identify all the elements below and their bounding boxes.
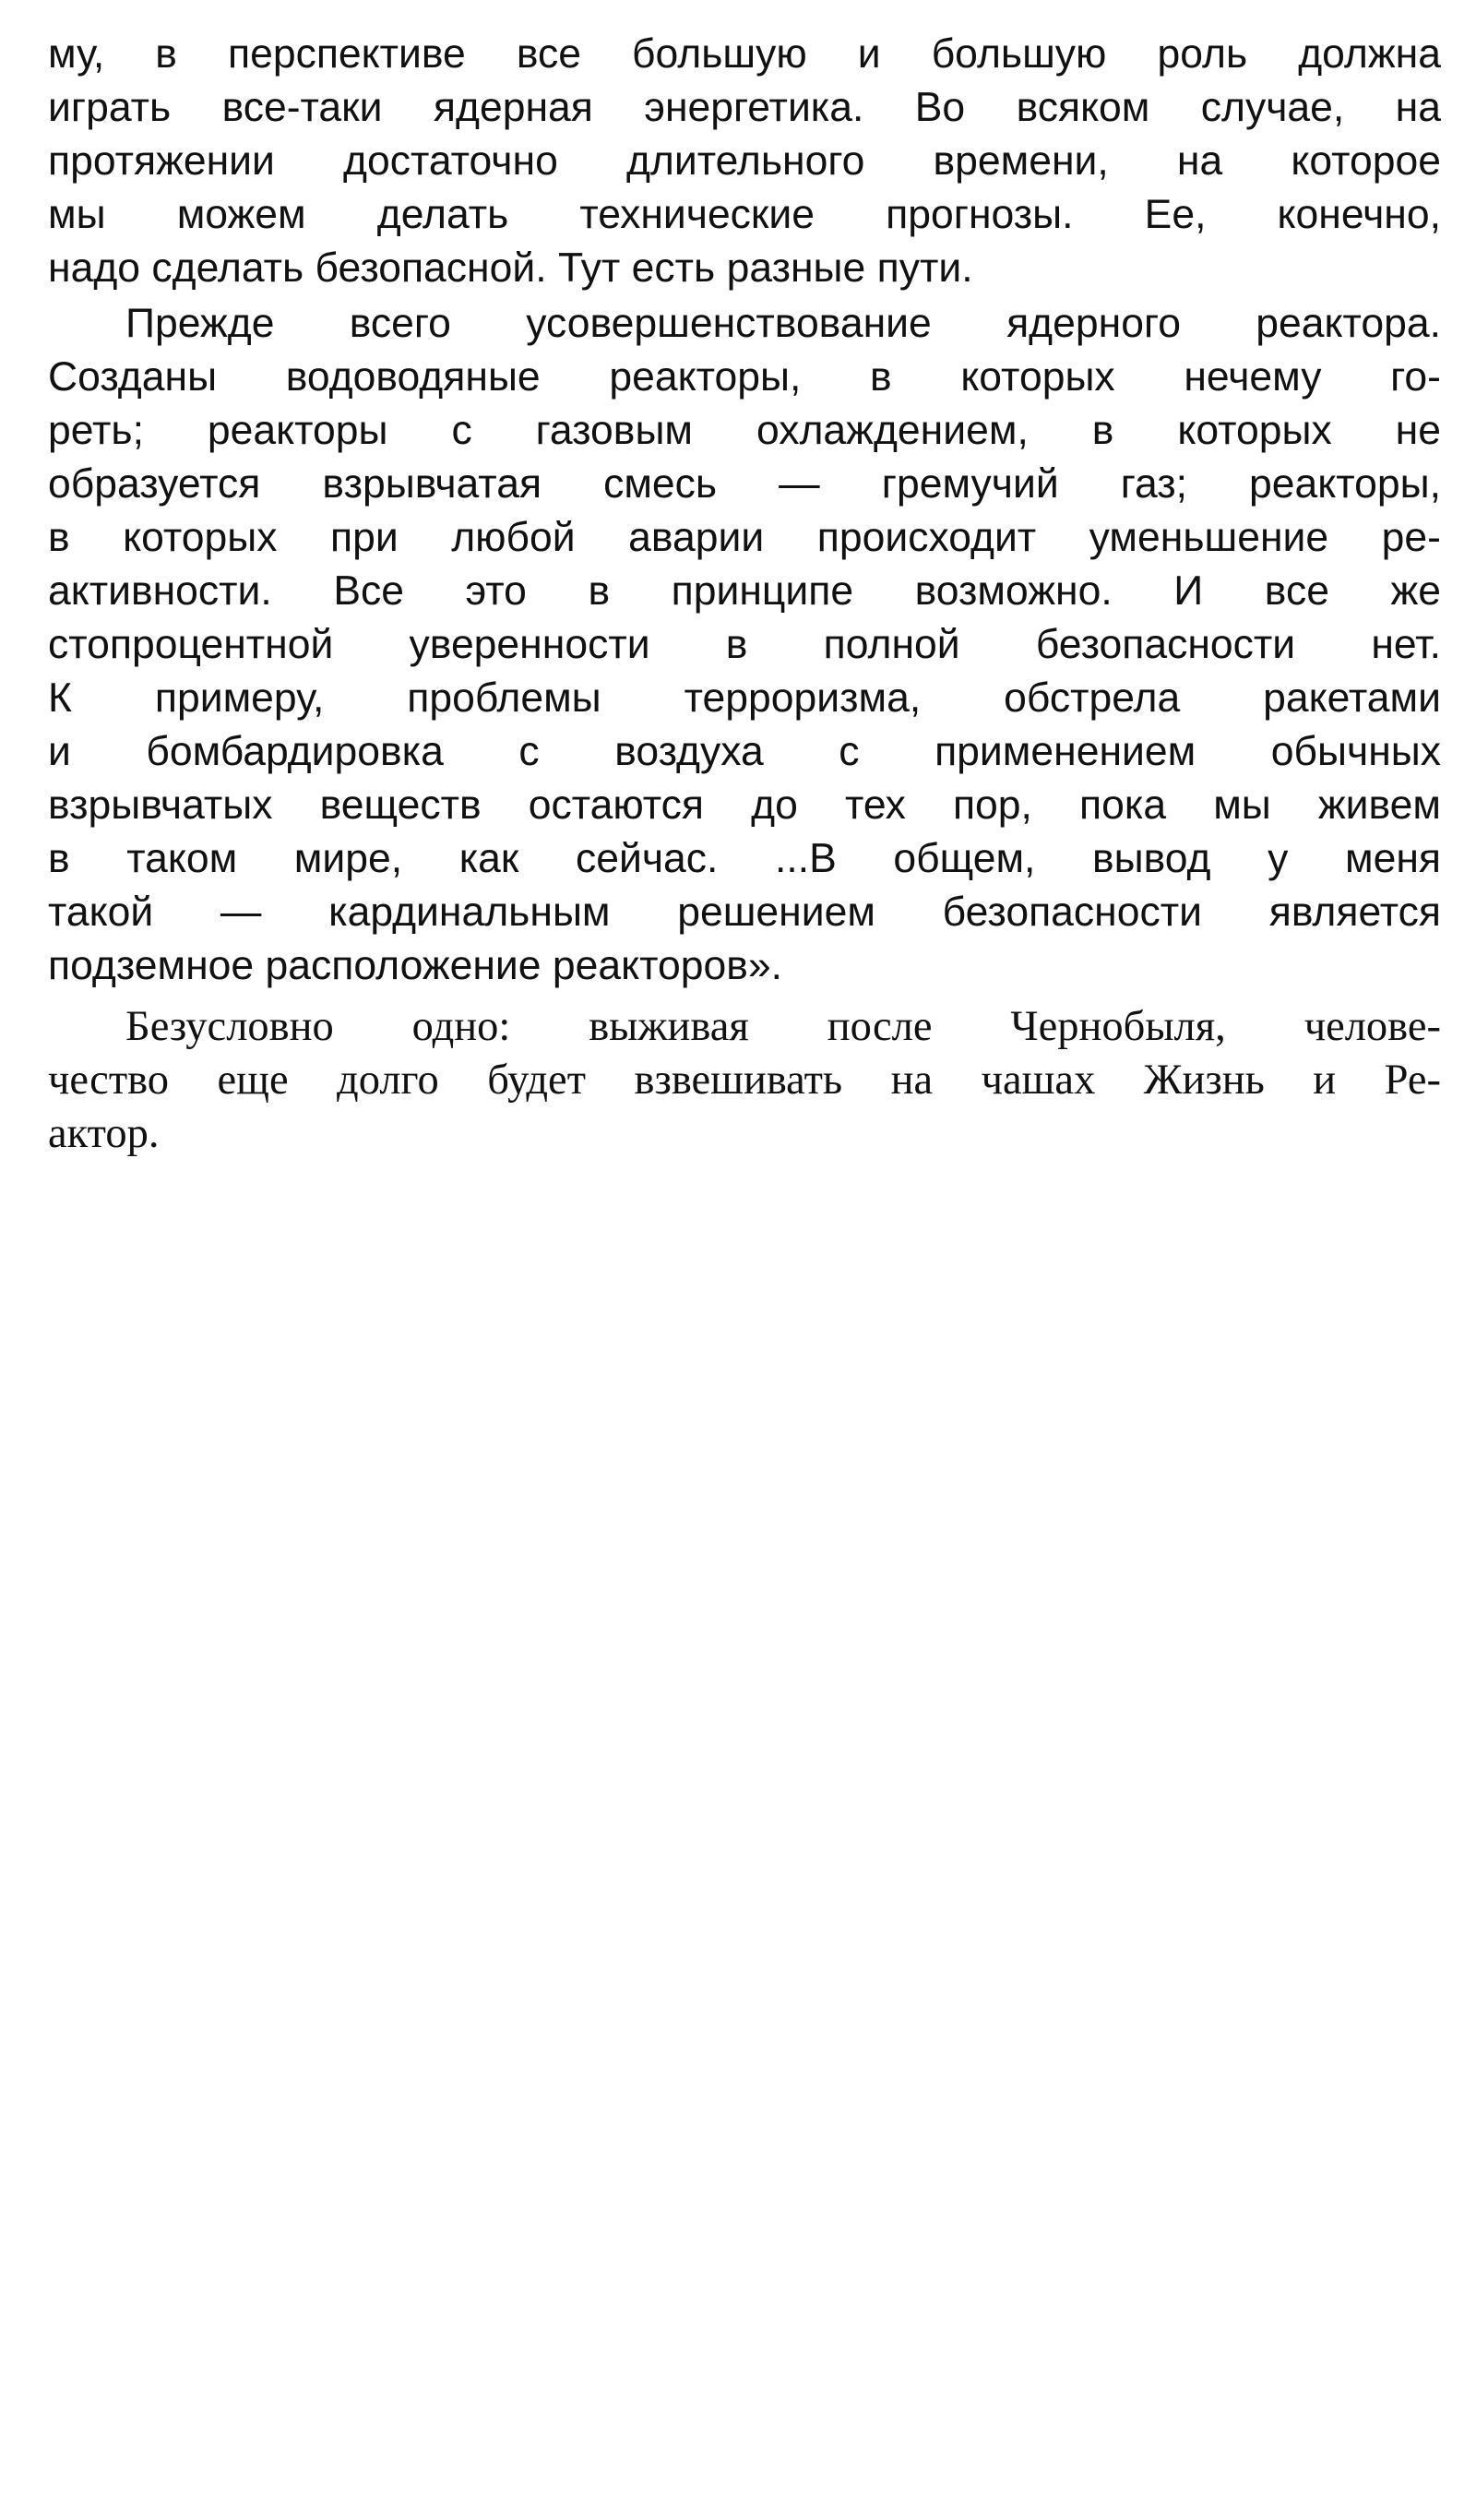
text-line: реть; реакторы с газовым охлаждением, в которых не bbox=[48, 408, 1441, 453]
text-line: му, в перспективе все большую и большую роль должна bbox=[48, 31, 1441, 77]
text-line: актор. bbox=[48, 1110, 160, 1157]
text-line: Созданы водоводяные реакторы, в которых нечему го- bbox=[48, 354, 1441, 400]
text-line: подземное расположение реакторов». bbox=[48, 943, 783, 988]
text-line: мы можем делать технические прогнозы. Ее, конечно, bbox=[48, 192, 1441, 237]
text-line: Прежде всего усовершенствование ядерного реактора. bbox=[125, 301, 1441, 346]
text-line: играть все-таки ядерная энергетика. Во всяком случае, на bbox=[48, 85, 1441, 130]
text-line: чество еще долго будет взвешивать на чашах Жизнь и Ре- bbox=[48, 1057, 1441, 1104]
text-line: надо сделать безопасной. Тут есть разные пути. bbox=[48, 245, 973, 291]
text-line: стопроцентной уверенности в полной безопасности нет. bbox=[48, 622, 1441, 667]
text-line: такой — кардинальным решением безопасности является bbox=[48, 890, 1441, 935]
text-line: в таком мире, как сейчас. ...В общем, вывод у меня bbox=[48, 836, 1441, 881]
text-line: и бомбардировка с воздуха с применением обычных bbox=[48, 729, 1441, 774]
paragraph-1 bbox=[48, 28, 1441, 295]
text-line: в которых при любой аварии происходит уменьшение ре- bbox=[48, 515, 1441, 560]
paragraph-2 bbox=[48, 297, 1441, 993]
text-line: протяжении достаточно длительного времени, на которое bbox=[48, 138, 1441, 184]
text-line: К примеру, проблемы терроризма, обстрела ракетами bbox=[48, 675, 1441, 721]
paragraph-3 bbox=[48, 1000, 1441, 1161]
text-line: активности. Все это в принципе возможно. И все же bbox=[48, 568, 1441, 614]
text-column bbox=[48, 28, 1441, 1161]
text-line: образуется взрывчатая смесь — гремучий газ; реакторы, bbox=[48, 461, 1441, 507]
text-line: Безусловно одно: выживая после Чернобыля, челове- bbox=[125, 1003, 1441, 1050]
text-line: взрывчатых веществ остаются до тех пор, пока мы живем bbox=[48, 782, 1441, 828]
